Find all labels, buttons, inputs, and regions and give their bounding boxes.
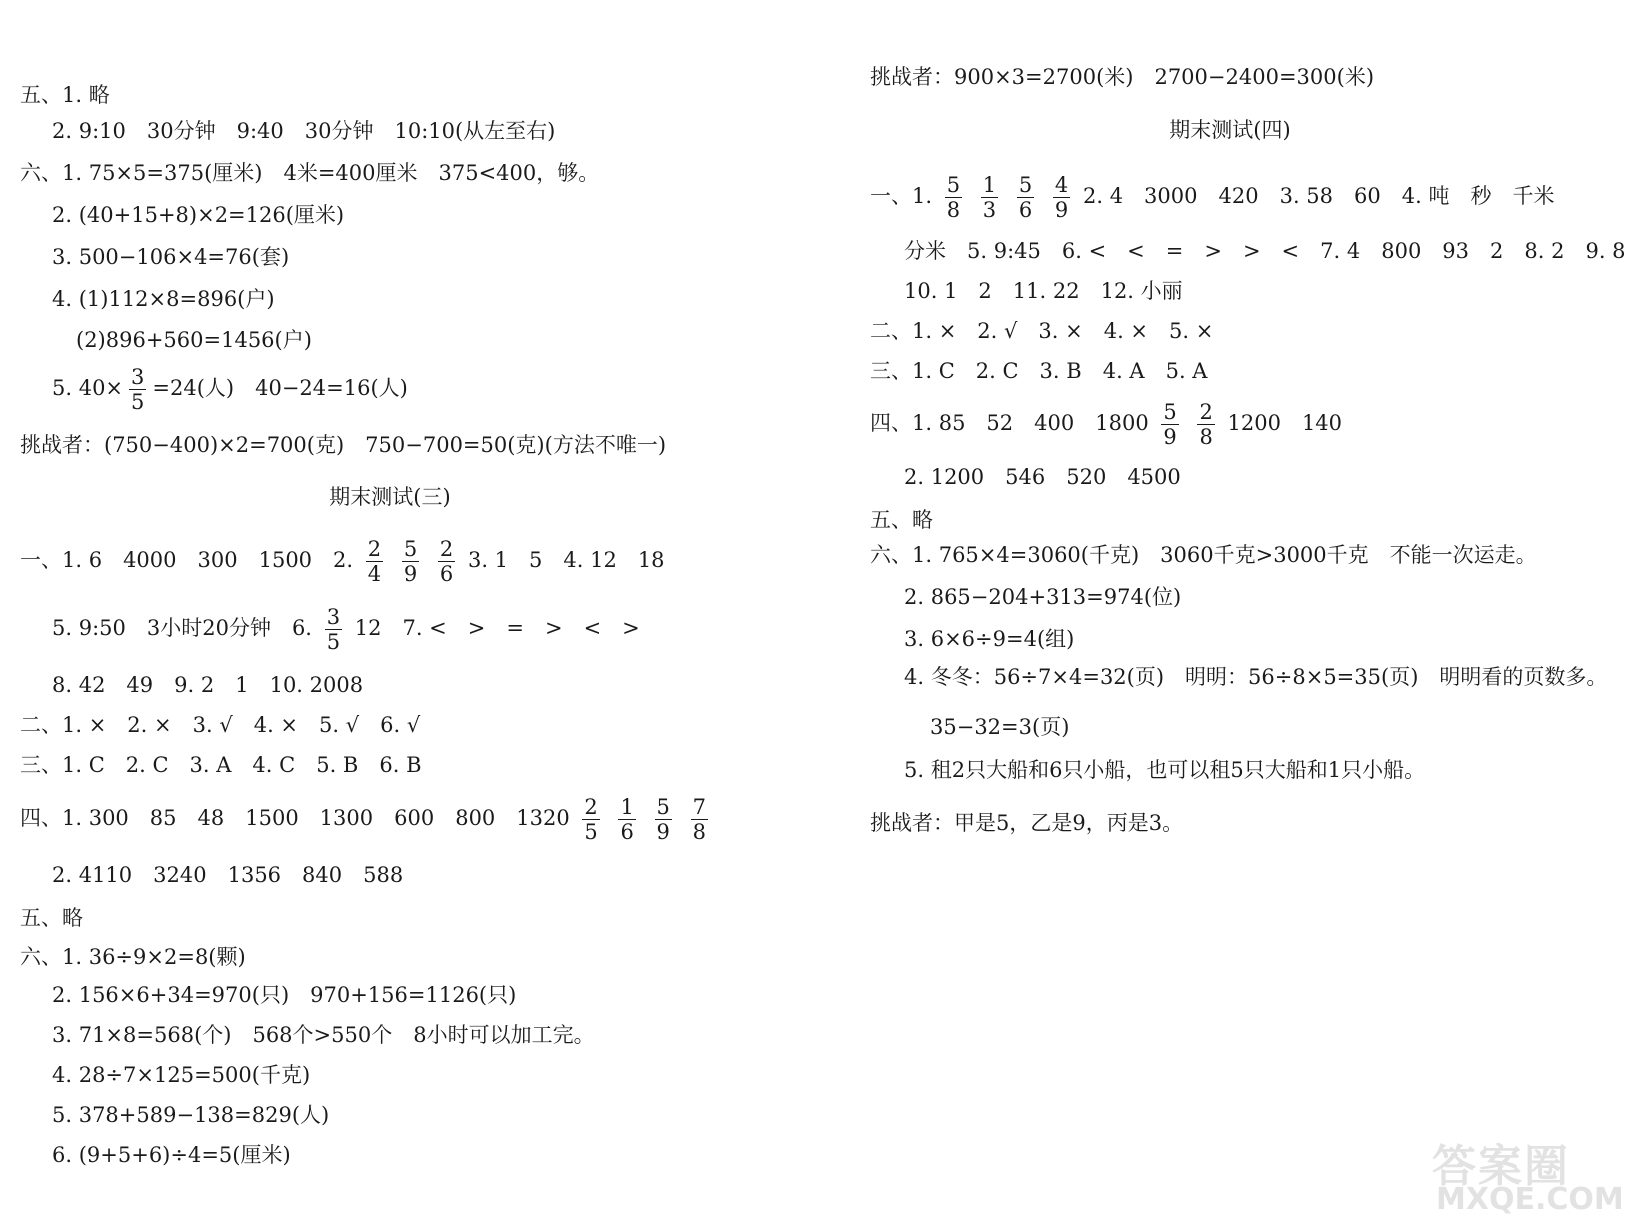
fraction: $\frac{5}{9}$ bbox=[656, 795, 670, 844]
answer-line-with-fraction: 四、1. 85 52 400 1800 $\frac{5}{9}$ $\frac{2}{8}$ 1200 140 bbox=[870, 400, 1343, 449]
challenge-answer: 挑战者：(750−400)×2=700(克) 750−700=50(克)(方法不唯一) bbox=[20, 433, 667, 457]
answer-line: 8. 42 49 9. 2 1 10. 2008 bbox=[52, 673, 364, 697]
answer-line: 2. 865−204+313=974(位) bbox=[904, 585, 1182, 609]
watermark-url: MXQE.COM bbox=[1436, 1182, 1624, 1217]
answer-line: 五、略 bbox=[870, 508, 933, 532]
answer-line: 分米 5. 9:45 6. < < = > > < 7. 4 800 93 2 8. 2 9. 8 bbox=[904, 239, 1626, 263]
challenge-answer: 挑战者：甲是5，乙是9，丙是3。 bbox=[870, 811, 1184, 835]
answer-line: 4. (1)112×8=896(户) bbox=[52, 287, 275, 311]
fraction: $\frac{2}{5}$ bbox=[584, 795, 598, 844]
answer-line: 4. 冬冬：56÷7×4=32(页) 明明：56÷8×5=35(页) 明明看的页数多。 bbox=[904, 665, 1608, 689]
answer-line-with-fraction: 5. 40× $\frac{3}{5}$ =24(人) 40−24=16(人) bbox=[52, 365, 408, 414]
answer-line: 六、1. 36÷9×2=8(颗) bbox=[20, 945, 246, 969]
watermark-text: 答案圈 bbox=[1432, 1141, 1570, 1192]
fraction: $\frac{2}{6}$ bbox=[439, 537, 454, 586]
answer-line: 2. 9:10 30分钟 9:40 30分钟 10:10(从左至右) bbox=[52, 119, 556, 143]
answer-line-with-fraction: 一、1. 6 4000 300 1500 2. $\frac{2}{4}$ $\frac{5}{9}$ $\frac{2}{6}$ 3. 1 5 4. 12 18 bbox=[20, 537, 665, 586]
fraction: $\frac{1}{3}$ bbox=[982, 173, 997, 222]
answer-line: 3. 6×6÷9=4(组) bbox=[904, 627, 1075, 651]
fraction: $\frac{5}{6}$ bbox=[1018, 173, 1033, 222]
answer-line: 35−32=3(页) bbox=[930, 715, 1070, 739]
answer-line: 5. 租2只大船和6只小船，也可以租5只大船和1只小船。 bbox=[904, 758, 1426, 782]
fraction: $\frac{2}{4}$ bbox=[367, 537, 382, 586]
fraction: $\frac{5}{9}$ bbox=[403, 537, 418, 586]
answer-line: 二、1. × 2. √ 3. × 4. × 5. × bbox=[870, 319, 1214, 343]
answer-line: (2)896+560=1456(户) bbox=[76, 328, 312, 352]
answer-line: 五、1. 略 bbox=[20, 83, 110, 107]
fraction: $\frac{3}{5}$ bbox=[131, 365, 145, 414]
answer-line: 6. (9+5+6)÷4=5(厘米) bbox=[52, 1143, 291, 1167]
challenge-answer: 挑战者：900×3=2700(米) 2700−2400=300(米) bbox=[870, 65, 1375, 89]
answer-line: 4. 28÷7×125=500(千克) bbox=[52, 1063, 311, 1087]
answer-line-with-fraction: 一、1. $\frac{5}{8}$ $\frac{1}{3}$ $\frac{5}{6}$ $\frac{4}{9}$ 2. 4 3000 420 3. 58 60 4. 吨 秒 千米 bbox=[870, 173, 1555, 222]
fraction: $\frac{5}{9}$ bbox=[1163, 400, 1177, 449]
section-title: 期末测试(三) bbox=[329, 485, 451, 509]
fraction: $\frac{1}{6}$ bbox=[620, 795, 634, 844]
fraction: $\frac{4}{9}$ bbox=[1054, 173, 1069, 222]
answer-line: 10. 1 2 11. 22 12. 小丽 bbox=[904, 279, 1183, 303]
answer-line: 5. 378+589−138=829(人) bbox=[52, 1103, 330, 1127]
answer-line: 2. 4110 3240 1356 840 588 bbox=[52, 863, 404, 887]
answer-line: 三、1. C 2. C 3. A 4. C 5. B 6. B bbox=[20, 753, 422, 777]
fraction: $\frac{5}{8}$ bbox=[946, 173, 961, 222]
answer-line: 3. 500−106×4=76(套) bbox=[52, 245, 290, 269]
answer-line: 三、1. C 2. C 3. B 4. A 5. A bbox=[870, 359, 1208, 383]
answer-line: 2. 156×6+34=970(只) 970+156=1126(只) bbox=[52, 983, 517, 1007]
fraction: $\frac{7}{8}$ bbox=[692, 795, 706, 844]
answer-line: 五、略 bbox=[20, 906, 83, 930]
answer-line: 2. 1200 546 520 4500 bbox=[904, 465, 1181, 489]
answer-line: 六、1. 765×4=3060(千克) 3060千克>3000千克 不能一次运走。 bbox=[870, 543, 1537, 567]
fraction: $\frac{2}{8}$ bbox=[1199, 400, 1213, 449]
answer-line-with-fraction: 四、1. 300 85 48 1500 1300 600 800 1320 $\frac{2}{5}$ $\frac{1}{6}$ $\frac{5}{9}$ $\frac{7}{8}$ bbox=[20, 795, 706, 844]
answer-line: 3. 71×8=568(个) 568个>550个 8小时可以加工完。 bbox=[52, 1023, 595, 1047]
fraction: $\frac{3}{5}$ bbox=[326, 605, 341, 654]
answer-line: 六、1. 75×5=375(厘米) 4米=400厘米 375<400，够。 bbox=[20, 161, 600, 185]
section-title: 期末测试(四) bbox=[1169, 118, 1291, 142]
answer-line-with-fraction: 5. 9:50 3小时20分钟 6. $\frac{3}{5}$ 12 7. < > = > < > bbox=[52, 605, 640, 654]
watermark-logo bbox=[1432, 1130, 1624, 1220]
answer-line: 二、1. × 2. × 3. √ 4. × 5. √ 6. √ bbox=[20, 713, 421, 737]
answer-line: 2. (40+15+8)×2=126(厘米) bbox=[52, 203, 345, 227]
